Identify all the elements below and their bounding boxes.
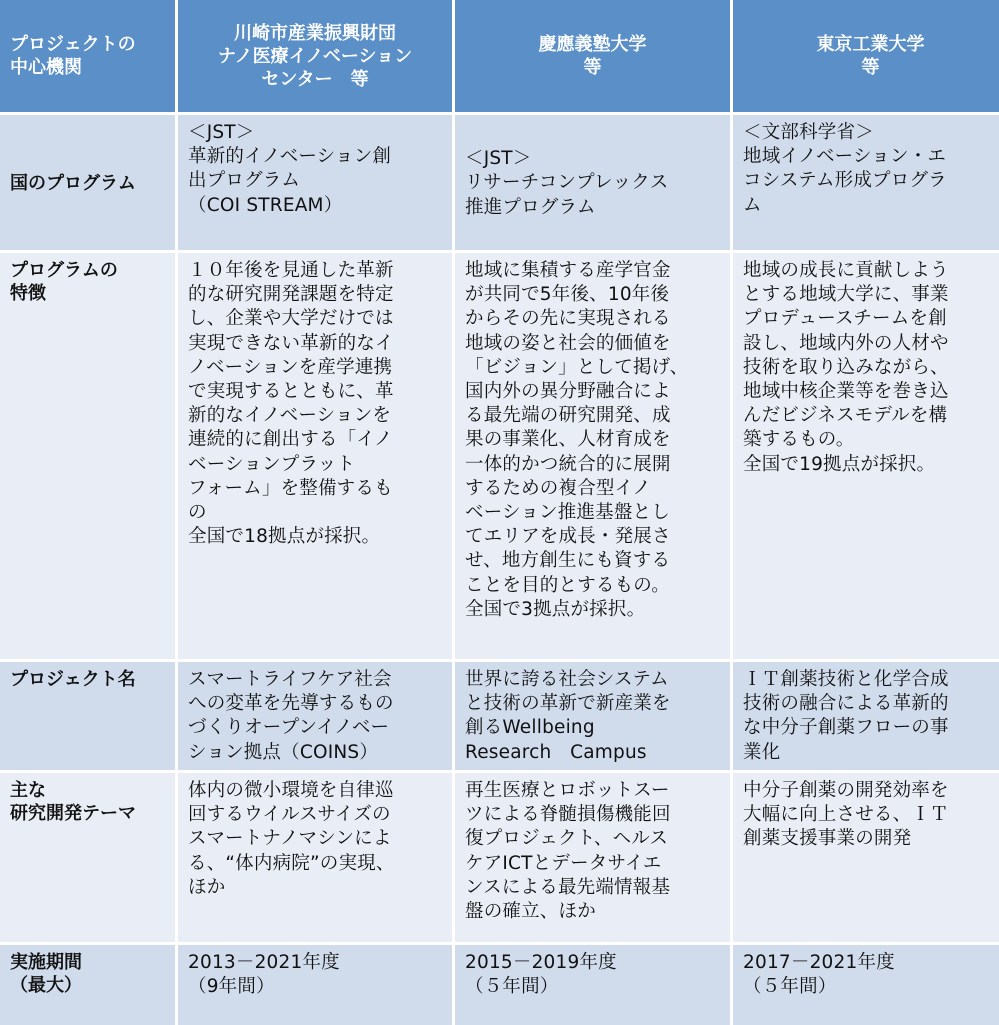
cell-project-name-keio: 世界に誇る社会システム と技術の革新で新産業を 創るWellbeing Research Campus [455,662,730,770]
cell-period-tokyo-tech: 2017－2021年度 （５年間） [733,945,999,1025]
cell-national-program-kawasaki: ＜JST＞ 革新的イノベーション創 出プログラム （COI STREAM） [178,115,452,250]
cell-program-features-keio: 地域に集積する産学官金 が共同で5年後、10年後 からその先に実現される 地域の姿と社会的価値を 「ビジョン」として掲げ、 国内外の異分野融合によ る最先端の研究開発、成 果の事業化、人材育成を 一体的かつ統合的に展開 するための複合型イノ ベーション推進基盤とし てエリアを成長・発展さ せ、地方創生にも資する ことを目的とするもの。 全国で3拠点が採択。 [455,253,730,659]
cell-period-kawasaki: 2013－2021年度 （9年間） [178,945,452,1025]
row-label-project-name: プロジェクト名 [0,662,175,770]
cell-project-name-tokyo-tech: ＩＴ創薬技術と化学合成 技術の融合による革新的 な中分子創薬フローの事 業化 [733,662,999,770]
row-label-national-program: 国のプログラム [0,115,175,250]
header-kawasaki: 川崎市産業振興財団 ナノ医療イノベーション センター 等 [178,0,452,112]
cell-rd-theme-kawasaki: 体内の微小環境を自律巡 回するウイルスサイズの スマートナノマシンによ る、“体内病院”の実現、 ほか [178,773,452,942]
row-label-rd-theme: 主な 研究開発テーマ [0,773,175,942]
cell-period-keio: 2015－2019年度 （５年間） [455,945,730,1025]
header-lead-institution: プロジェクトの 中心機関 [0,0,175,112]
cell-national-program-keio: ＜JST＞ リサーチコンプレックス 推進プログラム [455,115,730,250]
row-label-program-features: プログラムの 特徴 [0,253,175,659]
cell-program-features-tokyo-tech: 地域の成長に貢献しよう とする地域大学に、事業 プロデュースチームを創 設し、地域内外の人材や 技術を取り込みながら、 地域中核企業等を巻き込 んだビジネスモデルを構 築するもの。 全国で19拠点が採択。 [733,253,999,659]
cell-rd-theme-keio: 再生医療とロボットスー ツによる脊髄損傷機能回 復プロジェクト、ヘルス ケアICTとデータサイエ ンスによる最先端情報基 盤の確立、ほか [455,773,730,942]
cell-project-name-kawasaki: スマートライフケア社会 への変革を先導するもの づくりオープンイノベー ション拠点（COINS） [178,662,452,770]
cell-national-program-tokyo-tech: ＜文部科学省＞ 地域イノベーション・エ コシステム形成プログラ ム [733,115,999,250]
header-keio: 慶應義塾大学 等 [455,0,730,112]
row-label-period: 実施期間 （最大） [0,945,175,1025]
header-tokyo-tech: 東京工業大学 等 [733,0,999,112]
cell-program-features-kawasaki: １０年後を見通した革新 的な研究開発課題を特定 し、企業や大学だけでは 実現できない革新的なイ ノベーションを産学連携 で実現するとともに、革 新的なイノベーションを 連続的に創出する「イノ ベーションプラット フォーム」を整備するも の 全国で18拠点が採択。 [178,253,452,659]
cell-rd-theme-tokyo-tech: 中分子創薬の開発効率を 大幅に向上させる、ＩＴ 創薬支援事業の開発 [733,773,999,942]
